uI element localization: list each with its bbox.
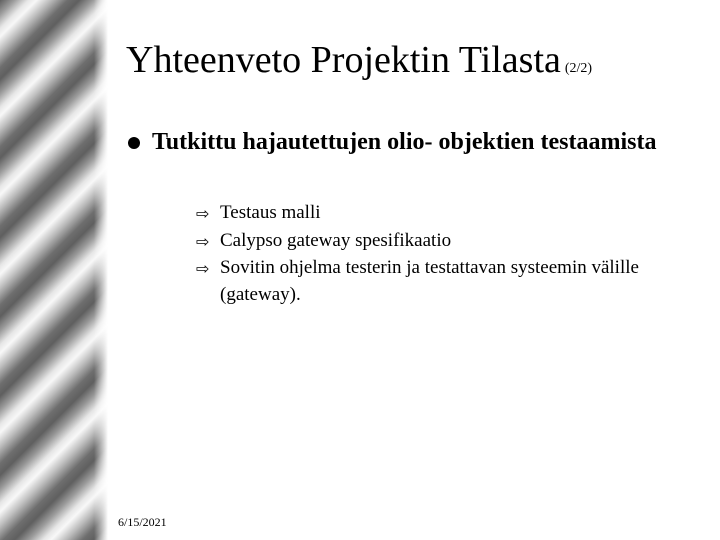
main-bullet	[128, 128, 668, 157]
decorative-side-band	[0, 0, 108, 540]
sub-bullet-item	[196, 255, 676, 308]
filled-circle-icon	[128, 137, 140, 149]
outline-arrow-right-icon: ⇨	[196, 231, 210, 251]
sub-bullet-item	[196, 200, 676, 227]
slide-title	[126, 40, 716, 82]
sub-bullet-text: Sovitin ohjelma testerin ja testattavan systeemin välille (gateway).	[220, 257, 639, 305]
sub-bullet-list	[196, 200, 676, 309]
slide-date: 6/15/2021	[118, 515, 167, 529]
sub-bullet-item	[196, 228, 676, 255]
sub-bullet-text: Calypso gateway spesifikaatio	[220, 229, 452, 251]
title-suffix: (2/2)	[564, 61, 593, 76]
title-text: Yhteenveto Projektin Tilasta	[126, 39, 561, 81]
outline-arrow-right-icon: ⇨	[196, 259, 210, 279]
main-bullet-text: Tutkittu hajautettujen olio- objektien testaamista	[152, 129, 657, 155]
sub-bullet-text: Testaus malli	[220, 202, 321, 223]
outline-arrow-right-icon: ⇨	[196, 204, 210, 223]
